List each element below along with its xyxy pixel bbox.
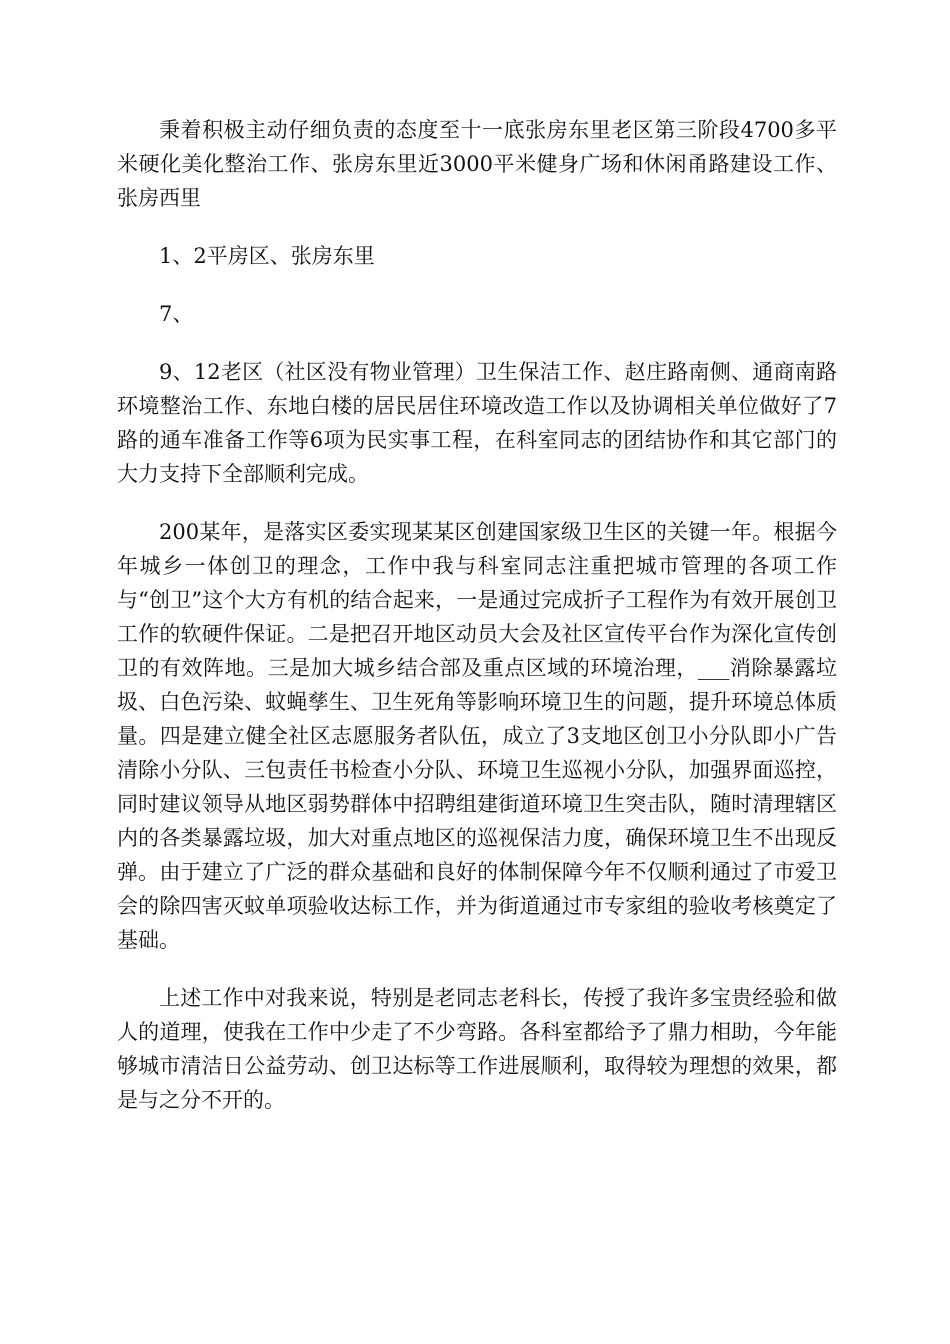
document-body (117, 113, 837, 1141)
paragraph-4: 9、12老区（社区没有物业管理）卫生保洁工作、赵庄路南侧、通商南路环境整治工作、东地白楼的居民居住环境改造工作以及协调相关单位做好了7路的通车准备工作等6项为民实事工程，在科室同志的团结协作和其它部门的大力支持下全部顺利完成。 (117, 360, 837, 486)
paragraph-3: 7、 (159, 302, 194, 326)
paragraph-2: 1、2平房区、张房东里 (159, 244, 375, 268)
paragraph-5: 200某年，是落实区委实现某某区创建国家级卫生区的关键一年。根据今年城乡一体创卫的理念，工作中我与科室同志注重把城市管理的各项工作与“创卫”这个大方有机的结合起来，一是通过完成折子工程作为有效开展创卫工作的软硬件保证。二是把召开地区动员大会及社区宣传平台作为深化宣传创卫的有效阵地。三是加大城乡结合部及重点区域的环境治理，___消除暴露垃圾、白色污染、蚊蝇孳生、卫生死角等影响环境卫生的问题，提升环境总体质量。四是建立健全社区志愿服务者队伍，成立了3支地区创卫小分队即小广告清除小分队、三包责任书检查小分队、环境卫生巡视小分队，加强界面巡控，同时建议领导从地区弱势群体中招聘组建街道环境卫生突击队，随时清理辖区内的各类暴露垃圾，加大对重点地区的巡视保洁力度，确保环境卫生不出现反弹。由于建立了广泛的群众基础和良好的体制保障今年不仅顺利通过了市爱卫会的除四害灭蚊单项验收达标工作，并为街道通过市专家组的验收考核奠定了基础。 (117, 520, 837, 952)
paragraph-1: 秉着积极主动仔细负责的态度至十一底张房东里老区第三阶段4700多平米硬化美化整治工作、张房东里近3000平米健身广场和休闲甬路建设工作、张房西里 (117, 118, 837, 210)
paragraph-6: 上述工作中对我来说，特别是老同志老科长，传授了我许多宝贵经验和做人的道理，使我在工作中少走了不少弯路。各科室都给予了鼎力相助，今年能够城市清洁日公益劳动、创卫达标等工作进展顺利，取得较为理想的效果，都是与之分不开的。 (117, 986, 837, 1112)
